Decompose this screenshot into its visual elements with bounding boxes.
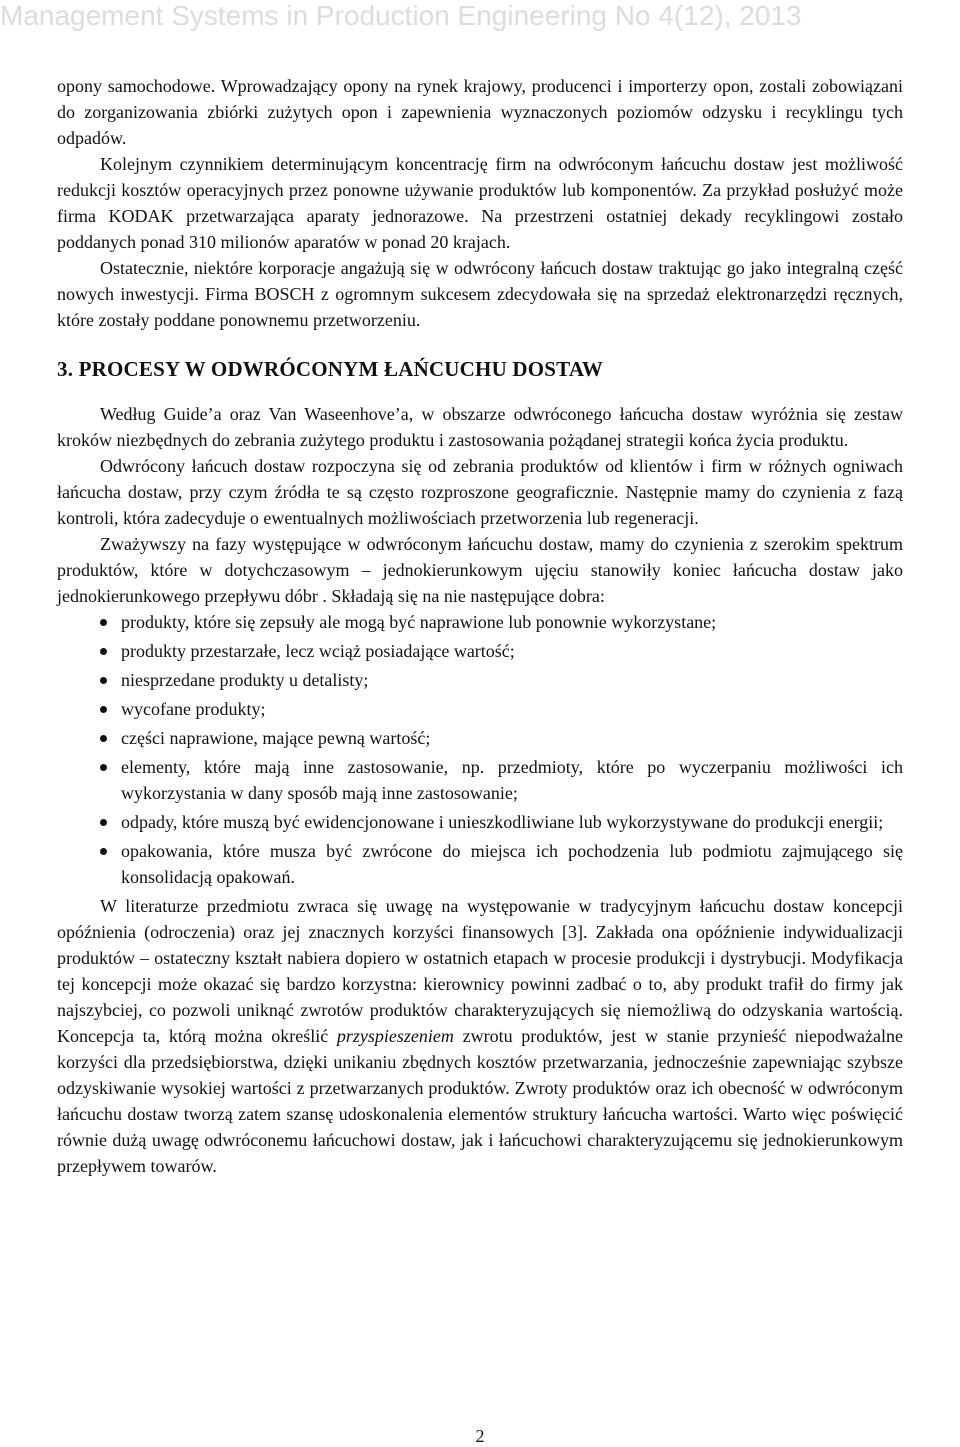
list-item: odpady, które muszą być ewidencjonowane i unieszkodliwiane lub wykorzystywane do produkcji energii;: [121, 809, 903, 835]
paragraph-tires: opony samochodowe. Wprowadzający opony na rynek krajowy, producenci i importerzy opon, zostali zobowiązani do zorganizowania zbiórki zużytych opon i zapewnienia wyznaczonych poziomów odzysku i recyklingu tych odpadów.: [57, 76, 903, 148]
bullet-icon: [100, 706, 107, 713]
paragraph-guide: Według Guide’a oraz Van Waseenhove’a, w obszarze odwróconego łańcucha dostaw wyróżnia się zestaw kroków niezbędnych do zebrania zużytego produktu i zastosowania pożądanej strategii końca życia produktu.: [57, 404, 903, 450]
goods-list: [57, 609, 903, 890]
list-item: wycofane produkty;: [121, 696, 903, 722]
section-heading: 3. PROCESY W ODWRÓCONYM ŁAŃCUCHU DOSTAW: [57, 357, 604, 381]
list-item: elementy, które mają inne zastosowanie, np. przedmioty, które po wyczerpaniu możliwości ich wykorzystania w dany sposób mają inne zastosowanie;: [121, 754, 903, 806]
list-item: produkty przestarzałe, lecz wciąż posiadające wartość;: [121, 638, 903, 664]
list-item: opakowania, które musza być zwrócone do miejsca ich pochodzenia lub podmiotu zajmującego się konsolidacją opakowań.: [121, 838, 903, 890]
paragraph-cost-reduction: Kolejnym czynnikiem determinującym koncentrację firm na odwróconym łańcuchu dostaw jest możliwość redukcji kosztów operacyjnych przez ponowne używanie produktów lub komponentów. Za przykład posłużyć może firma KODAK przetwarzająca aparaty jednorazowe. Na przestrzeni ostatniej dekady recyklingowi zostało poddanych ponad 310 milionów aparatów w ponad 20 krajach.: [57, 154, 903, 252]
page-number: 2: [475, 1426, 485, 1446]
bullet-icon: [100, 648, 107, 655]
page-body: [57, 73, 903, 1179]
list-item: produkty, które się zepsuły ale mogą być naprawione lub ponownie wykorzystane;: [121, 609, 903, 635]
list-item: części naprawione, mające pewną wartość;: [121, 725, 903, 751]
paragraph-phases: Zważywszy na fazy występujące w odwróconym łańcuchu dostaw, mamy do czynienia z szerokim spektrum produktów, które w dotychczasowym – jednokierunkowym ujęciu stanowiły koniec łańcucha dostaw jako jednokierunkowego przepływu dóbr . Składają się na nie następujące dobra:: [57, 534, 903, 606]
bullet-icon: [100, 764, 107, 771]
paragraph-postponement: W literaturze przedmiotu zwraca się uwagę na występowanie w tradycyjnym łańcuchu dostaw koncepcji opóźnienia (odroczenia) oraz jej znacznych korzyści finansowych [3]. Zakłada ona opóźnienie indywidualizacji produktów – ostateczny kształt nabiera dopiero w ostatnich etapach w procesie produkcji i dystrybucji. Modyfikacja tej koncepcji może okazać się bardzo korzystna: kierownicy powinni zadbać o to, aby produkt trafił do firmy jak najszybciej, co pozwoli uniknąć zwrotów produktów charakteryzujących się niemożliwą do odzyskania wartością. Koncepcja ta, którą można określić przyspieszeniem zwrotu produktów, jest w stanie przynieść niepodważalne korzyści dla przedsiębiorstwa, dzięki unikaniu zbędnych kosztów przetwarzania, jednocześnie zapewniając szybsze odzyskiwanie wysokiej wartości z przetwarzanych produktów. Zwroty produktów oraz ich obecność w odwróconym łańcuchu dostaw tworzą zatem szansę udoskonalenia elementów struktury łańcucha wartości. Warto więc poświęcić równie dużą uwagę odwróconemu łańcuchowi dostaw, jak i łańcuchowi charakteryzującemu się jednokierunkowym przepływem towarów.: [57, 896, 904, 1176]
paragraph-investments: Ostatecznie, niektóre korporacje angażują się w odwrócony łańcuch dostaw traktując go jako integralną część nowych inwestycji. Firma BOSCH z ogromnym sukcesem zdecydowała się na sprzedaż elektronarzędzi ręcznych, które zostały poddane ponownemu przetworzeniu.: [57, 258, 903, 330]
list-item: niesprzedane produkty u detalisty;: [121, 667, 903, 693]
bullet-icon: [100, 735, 107, 742]
bullet-icon: [100, 848, 107, 855]
bullet-icon: [100, 819, 107, 826]
bullet-icon: [100, 677, 107, 684]
journal-running-header: Management Systems in Production Engineering No 4(12), 2013: [0, 0, 802, 31]
bullet-icon: [100, 619, 107, 626]
paragraph-collection: Odwrócony łańcuch dostaw rozpoczyna się od zebrania produktów od klientów i firm w różnych ogniwach łańcucha dostaw, przy czym źródła te są często rozproszone geograficznie. Następnie mamy do czynienia z fazą kontroli, która zadecyduje o ewentualnych możliwościach przetworzenia lub regeneracji.: [57, 456, 903, 528]
emphasis-term: przyspieszeniem: [336, 1026, 454, 1046]
